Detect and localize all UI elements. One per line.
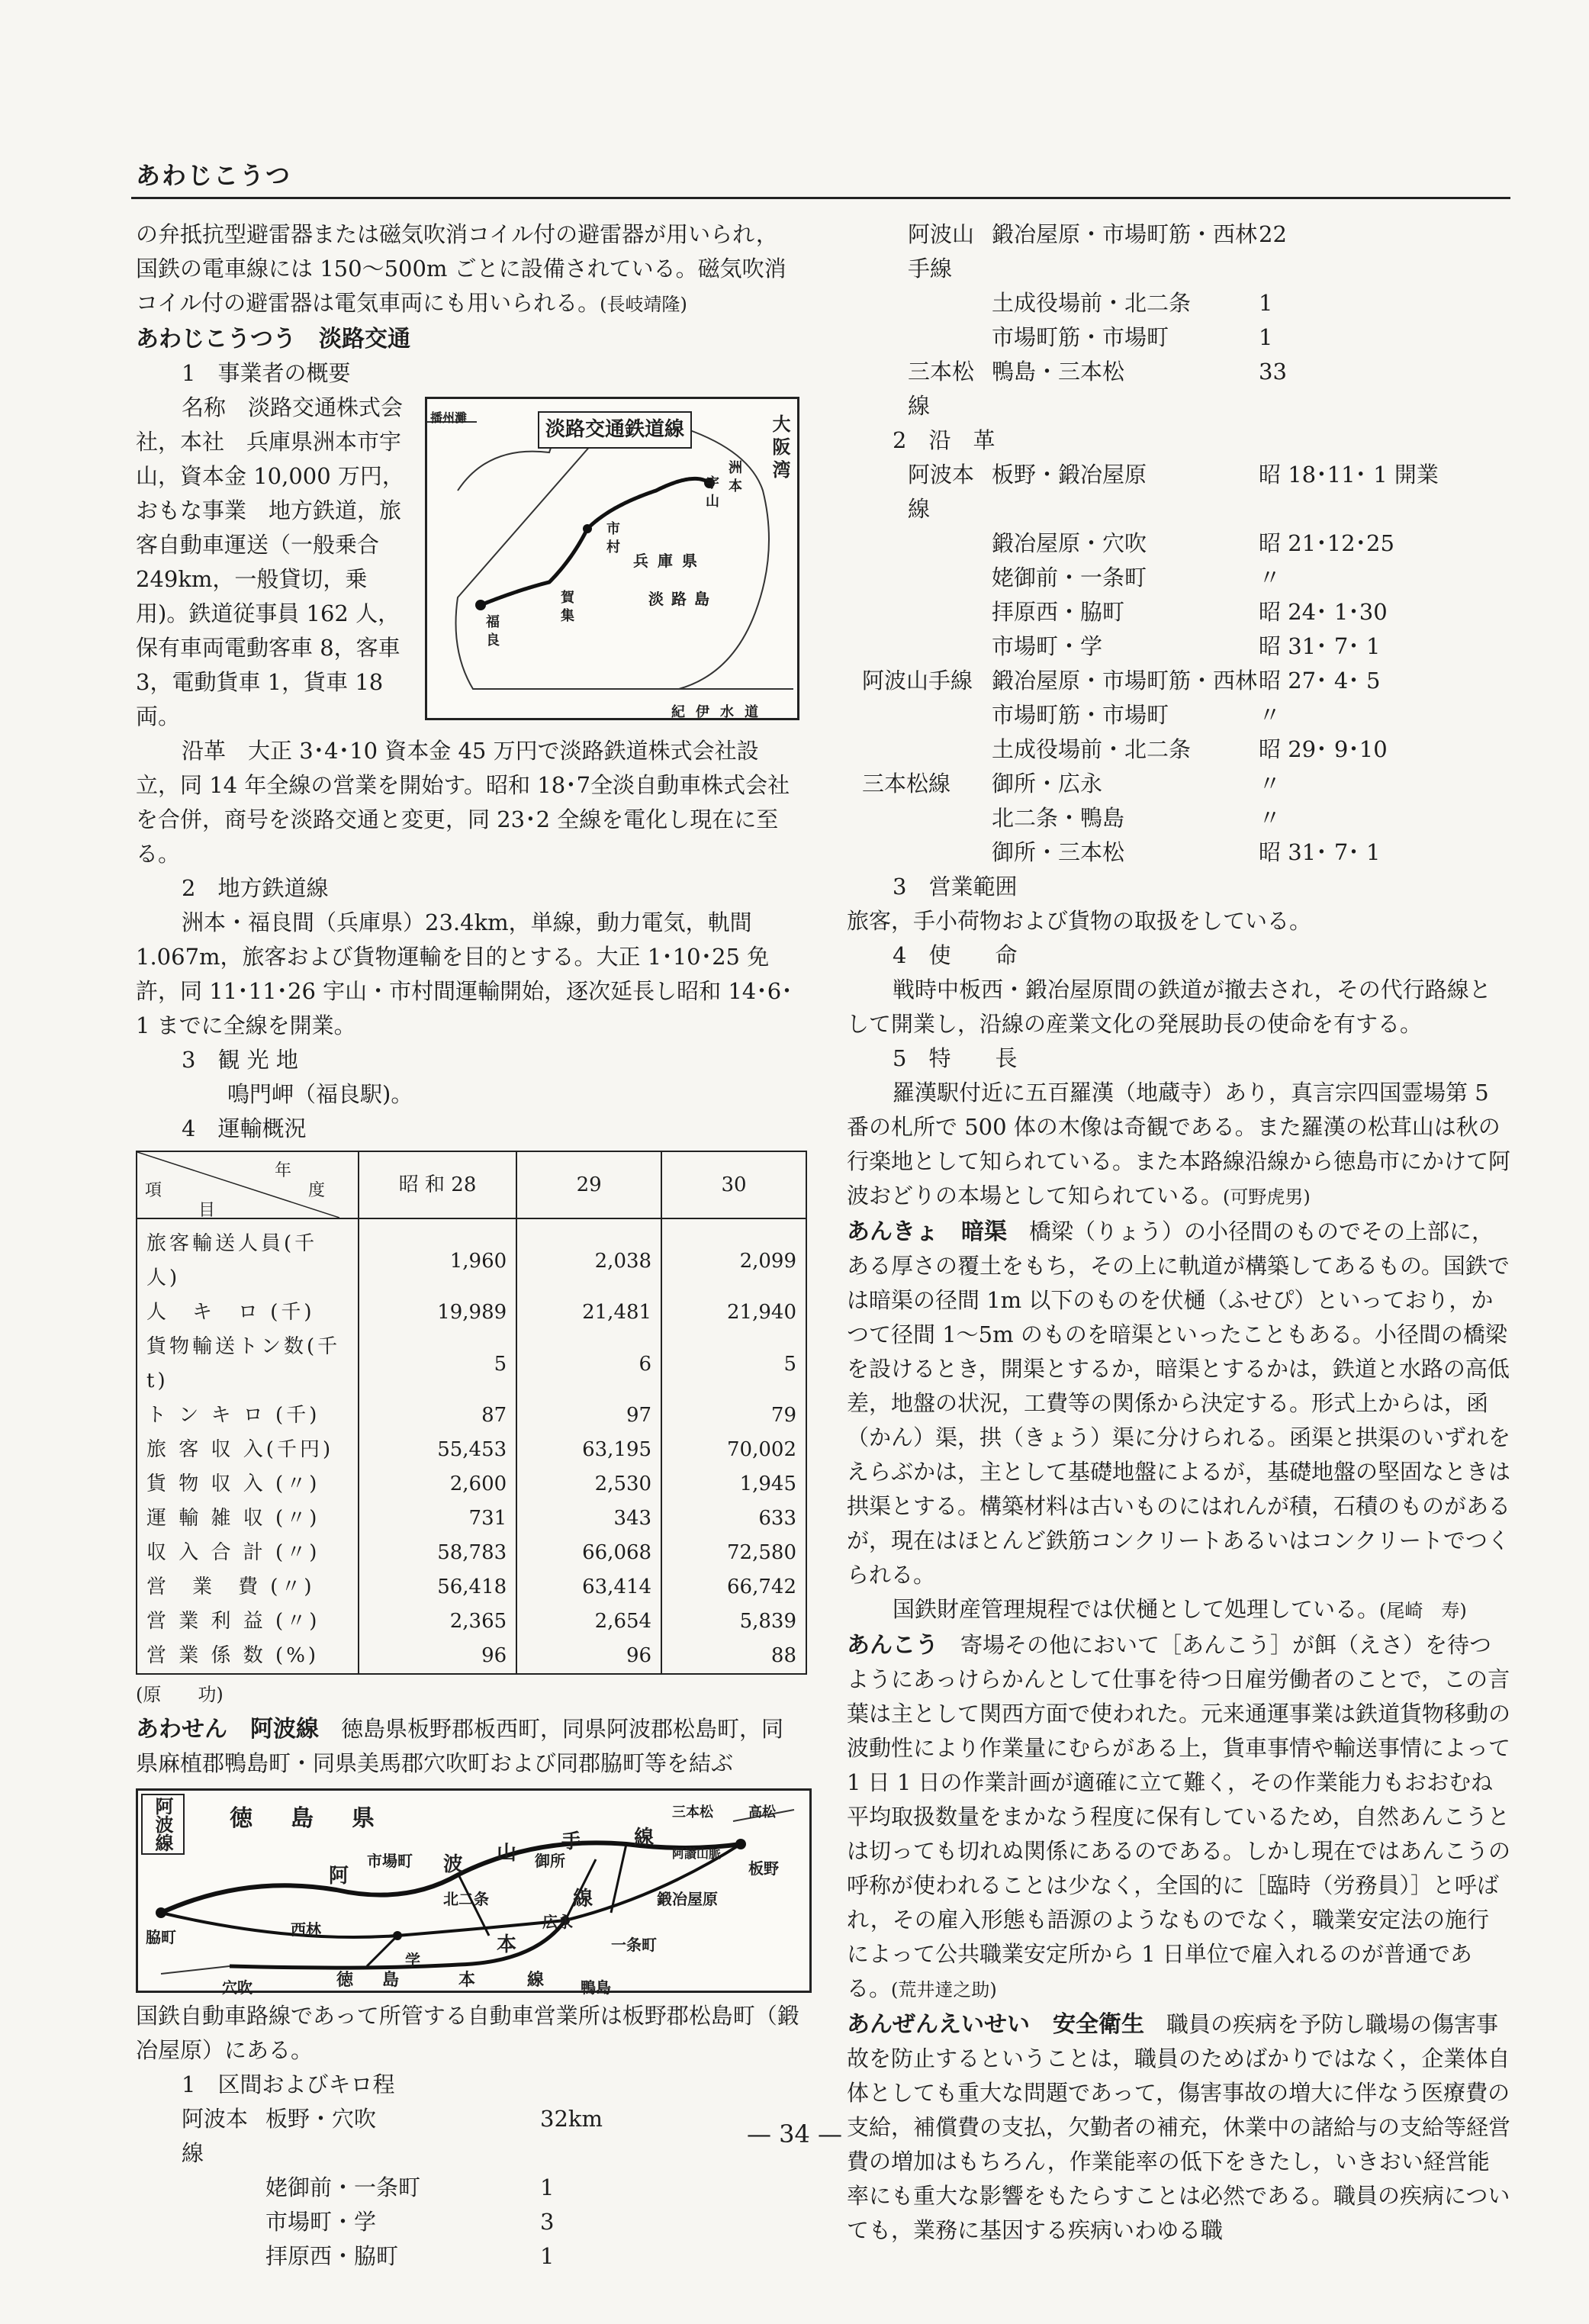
history-row: 市場町・学 昭 31･ 7･ 1 — [992, 633, 1381, 659]
table-row: 営 業 利 益 (〃) 2,365 2,654 5,839 — [137, 1605, 806, 1639]
map-station-fukura: 福良 — [484, 614, 500, 651]
km-row: 市場町筋・市場町 1 — [992, 324, 1273, 350]
section-heading: 2 沿 革 — [893, 427, 996, 453]
entry-ankyo-term: あんきょ 暗渠 — [847, 1218, 1007, 1245]
entry-ankou: あんこう 寄場その他において［あんこう］が餌（えさ）を待つようにあっけらかんとして仕事を待つ日雇労働者のことで，この言葉は主として関西方面で使われた。元来通運事業は鉄道貨物移動の波動性により作業量にむらがある上，貨車事情や輸送事情によって 1 日 1 日の作業計画が適確に立て難く，その作業能力もおおむね平均取扱数量をまかなう程度に保有しているため，自然あんこうとは切っても切れぬ関係にあるのである。しかし現在ではあんこうの呼称が使われることは少なく，全国的に［臨時（労務員）］と呼ばれ，その雇入形態も語源のようなものでなく，職業安定法の施行によって公共職業安定所から 1 日単位で雇入れるのが普通である。(荒井達之助) — [847, 1632, 1511, 2001]
awa-station-ichibacho: 市場町 — [367, 1852, 413, 1870]
km-row: 阿波山手線 鍛冶屋原・市場町筋・西林 22 — [908, 221, 1287, 282]
km-row: 姥御前・一条町 1 — [265, 2174, 555, 2200]
map-label-harimanada: 播州灘 — [430, 410, 468, 425]
sightseeing-text: 鳴門岬（福良駅)。 — [227, 1081, 413, 1107]
service-scope-text: 旅客，手小荷物および貨物の取扱をしている。 — [847, 908, 1312, 934]
entry-awa-line: あわせん 阿波線 徳島県板野郡板西町，同県阿波郡松島町，同県麻植郡鴨島町・同県美馬郡穴吹町および同郡脇町等を結ぶ — [136, 1716, 784, 1776]
company-history-text: 沿革 大正 3･4･10 資本金 45 万円で淡路鉄道株式会社設立，同 14 年全線の営業を開始す。昭和 18･7全淡自動車株式会社を合併，商号を淡路交通と変更，同 23･2 全線を電化し現在に至る。 — [136, 738, 790, 867]
map-label-kii-channel: 紀伊水道 — [671, 704, 769, 720]
history-row: 拝原西・脇町 昭 24･ 1･30 — [992, 599, 1388, 625]
entry-ankou-term: あんこう — [847, 1632, 938, 1659]
features-text: 羅漢駅付近に五百羅漢（地蔵寺）あり，真言宗四国霊場第 5 番の札所で 500 体の木像は奇観である。また羅漢の松茸山は秋の行楽地として知られている。また本路線沿線から徳島市にかけて阿波おどりの本場として知られている。(可野虎男) — [847, 1080, 1511, 1209]
mission-text: 戦時中板西・鍛冶屋原間の鉄道が撤去され，その代行路線として開業し，沿線の産業文化の発展助長の使命を有する。 — [847, 977, 1491, 1037]
intro-paragraph: の弁抵抗型避雷器または磁気吹消コイル付の避雷器が用いられ，国鉄の電車線には 150～500m ごとに設備されている。磁気吹消コイル付の避雷器は電気車両にも用いられる。(長岐靖隆) — [136, 221, 786, 316]
table-row: 旅客輸送人員(千人) 1,960 2,038 2,099 — [137, 1218, 806, 1296]
map-station-uyama: 宇山 — [703, 475, 719, 512]
km-row: 阿波本線 板野・穴吹 32km — [182, 2106, 603, 2166]
company-overview-text: 名称 淡路交通株式会社，本社 兵庫県洲本市宇山，資本金 10,000 万円，おもな事業 地方鉄道，旅客自動車運送（一般乗合 249km，一般貸切，乗用)。鉄道従事員 162 人，保有車両電動客車 8，客車 3，電動貨車 1，貨車 18 両。 — [136, 394, 404, 729]
table-row: 営 業 係 数 (%) 96 96 88 — [137, 1639, 806, 1674]
awa-station-manabu: 学 — [405, 1951, 420, 1969]
km-row: 拝原西・脇町 1 — [265, 2243, 555, 2269]
map-label-hyogo: 兵庫県 — [633, 552, 706, 570]
awa-station-gosho: 御所 — [535, 1852, 565, 1870]
awa-station-sambonmatsu: 三本松 — [672, 1804, 713, 1820]
history-row: 三本松線 御所・広永 〃 — [862, 771, 1282, 797]
history-row: 姥御前・一条町 〃 — [992, 565, 1282, 591]
section-heading: 4 使 命 — [893, 942, 1018, 968]
km-row: 三本松線 鴨島・三本松 33 — [908, 359, 1287, 419]
table-author: (原 功) — [136, 1684, 224, 1705]
history-row: 土成役場前・北二条 昭 29･ 9･10 — [992, 736, 1388, 762]
intro-author: (長岐靖隆) — [600, 294, 687, 315]
entry-ankyo: あんきょ 暗渠 橋梁（りょう）の小径間のものでその上部に，ある厚さの覆土をもち，その上に軌道が構築してあるもの。国鉄では暗渠の径間 1m 以下のものを伏樋（ふせぴ）といっており，かつて径間 1～5m のものを暗渠といったこともある。小径間の橋梁を設けるとき，開渠とするか，暗渠とするかは，鉄道と水路の高低差，地盤の状況，工費等の関係から決定する。形式上からは，函（かん）渠，拱（きょう）渠に分けられる。函渠と拱渠のいずれをえらぶかは，主として基礎地盤によるが，基礎地盤の堅固なときは拱渠とする。構築材料は古いものにはれんが積，石積のものがあるが，現在はほとんど鉄筋コンクリートあるいはコンクリートでつくられる。 — [847, 1218, 1511, 1588]
km-row: 土成役場前・北二条 1 — [992, 290, 1273, 316]
left-column — [136, 217, 799, 2274]
awa-station-kamojima: 鴨島 — [581, 1978, 611, 1997]
awa-map-takamatsu: 高松 — [748, 1804, 776, 1820]
entry-anzen-term: あんぜんえいせい 安全衛生 — [847, 2011, 1144, 2038]
table-row: ト ン キ ロ (千) 87 97 79 — [137, 1399, 806, 1433]
corner-year: 年 — [275, 1161, 292, 1180]
map-station-kashu: 賀集 — [558, 590, 574, 626]
header-rule — [131, 197, 1510, 199]
table-row: 営 業 費 (〃) 56,418 63,414 66,742 — [137, 1570, 806, 1605]
awaji-railway-map — [425, 397, 799, 720]
entry-ankyo-note: 国鉄財産管理規程では伏樋として処理している。(尾崎 寿) — [893, 1596, 1467, 1622]
awa-station-itano: 板野 — [748, 1859, 779, 1878]
history-row: 阿波山手線 鍛冶屋原・市場町筋・西林 昭 27･ 4･ 5 — [862, 668, 1381, 694]
transport-stats-table — [136, 1151, 807, 1675]
awa-line-text: 国鉄自動車路線であって所管する自動車営業所は板野郡松島町（鍛冶屋原）にある。 — [136, 2003, 799, 2063]
table-row: 運 輸 雑 収 (〃) 731 343 633 — [137, 1502, 806, 1536]
history-row: 市場町筋・市場町 〃 — [992, 702, 1282, 728]
awa-station-ichijocho: 一条町 — [611, 1936, 657, 1954]
map-station-sumoto: 洲本 — [726, 460, 742, 497]
table-row: 貨 物 収 入 (〃) 2,600 2,530 1,945 — [137, 1467, 806, 1502]
history-row: 阿波本線 板野・鍛冶屋原 昭 18･11･ 1 開業 — [908, 462, 1439, 522]
corner-do: 度 — [308, 1181, 326, 1200]
year-header: 30 — [661, 1151, 806, 1218]
awa-map-title: 阿波線 — [141, 1794, 185, 1855]
section-heading: 4 運輸概況 — [182, 1115, 307, 1141]
entry-awa-term: あわせん 阿波線 — [136, 1716, 319, 1743]
table-row: 貨物輸送トン数(千t) 5 6 5 — [137, 1330, 806, 1399]
entry-awaji-term: あわじこうつう 淡路交通 — [136, 326, 410, 352]
section-heading: 3 営業範囲 — [893, 874, 1018, 900]
entry-anzen-eisei: あんぜんえいせい 安全衛生 職員の疾病を予防し職場の傷害事故を防止するということは，職員のためばかりではなく，企業体自体としても重大な問題であって，傷害事故の増大に伴なう医療費の支給，補償費の支払，欠勤者の補充，休業中の諸給与の支給等経営費の増加はもちろん，作業能率の低下をきたし，いきおい経営能率にも重大な影響をもたらすことは必然である。職員の疾病についても，業務に基因する疾病いわゆる職 — [847, 2011, 1511, 2243]
section-heading: 3 観 光 地 — [182, 1047, 298, 1073]
history-row: 御所・三本松 昭 31･ 7･ 1 — [992, 839, 1381, 865]
awa-station-nishibayashi: 西林 — [291, 1920, 321, 1939]
table-row: 旅 客 収 入(千円) 55,453 63,195 70,002 — [137, 1433, 806, 1467]
section-heading: 5 特 長 — [893, 1045, 1018, 1071]
table-corner-cell — [137, 1151, 359, 1218]
map-label-osaka-bay: 大阪湾 — [769, 414, 791, 483]
map-station-ichimura: 市村 — [604, 521, 620, 558]
awa-station-anabuki: 穴吹 — [222, 1978, 253, 1997]
page-number: — 34 — — [746, 2120, 843, 2149]
year-header: 29 — [516, 1151, 661, 1218]
section-heading: 1 区間およびキロ程 — [182, 2071, 395, 2097]
running-header: あわじこうつ — [136, 161, 292, 190]
map-label-awajishima: 淡路島 — [648, 590, 717, 608]
awa-line-map: 阿波線 徳 島 県 阿 波 山 手 線 本 線 徳 島 本 線 脇町 穴吹 西林 学 鴨島 北二条 広永 御所 一条町 板野 鍛冶屋原 市場町 三本松 高松 阿讃山脈 — [136, 1788, 812, 1993]
awa-station-hironaga: 広永 — [542, 1913, 573, 1931]
awa-map-sanuki: 阿讃山脈 — [672, 1846, 722, 1861]
section-heading: 2 地方鉄道線 — [182, 875, 329, 901]
year-header: 昭 和 28 — [359, 1151, 516, 1218]
railway-text: 洲本・福良間（兵庫県）23.4km，単線，動力電気，軌間 1.067m，旅客および貨物運輸を目的とする。大正 1･10･25 免許，同 11･11･26 宇山・市村間運輸開始，逐次延長し昭和 14･6･1 までに全線を開業。 — [136, 909, 793, 1038]
corner-item: 項 — [145, 1181, 162, 1200]
awa-station-kitanijo: 北二条 — [443, 1890, 489, 1908]
awa-station-kajiyabara: 鍛冶屋原 — [657, 1890, 718, 1908]
right-column — [847, 217, 1510, 2248]
table-row: 収 入 合 計 (〃) 58,783 66,068 72,580 — [137, 1536, 806, 1570]
km-row: 市場町・学 3 — [265, 2209, 555, 2235]
awa-station-wakimachi: 脇町 — [146, 1928, 176, 1946]
table-row: 人 キ ロ (千) 19,989 21,481 21,940 — [137, 1296, 806, 1330]
corner-mok: 目 — [198, 1201, 216, 1220]
map-title: 淡路交通鉄道線 — [538, 411, 692, 449]
history-row: 鍛冶屋原・穴吹 昭 21･12･25 — [992, 530, 1394, 556]
section-heading: 1 事業者の概要 — [182, 360, 351, 386]
history-row: 北二条・鴨島 〃 — [992, 805, 1282, 831]
